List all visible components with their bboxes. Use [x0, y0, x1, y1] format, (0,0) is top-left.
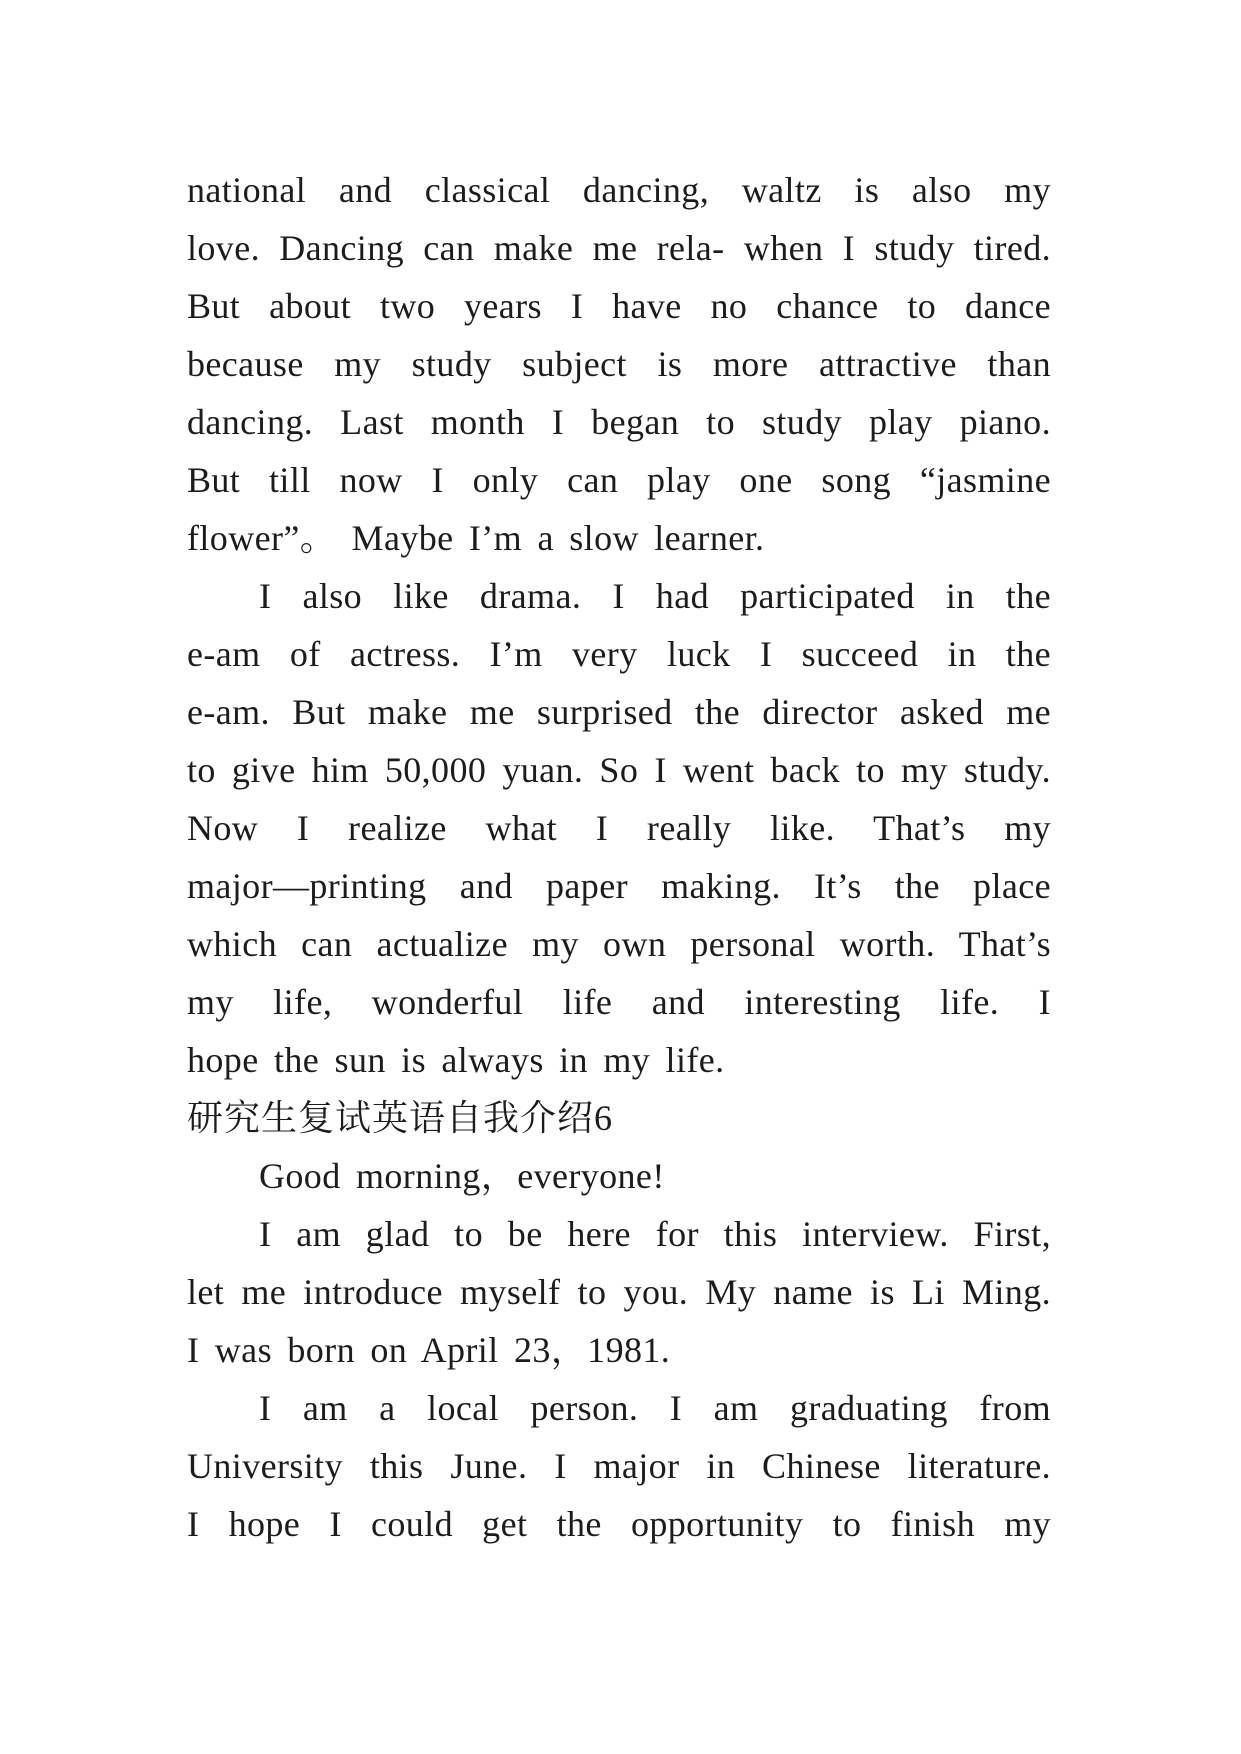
text-line: flower”。 Maybe I’m a slow learner.: [187, 518, 765, 558]
text-line: But till now I only can play one song “jasmine: [187, 460, 1051, 500]
text-line: I was born on April 23，1981.: [187, 1330, 671, 1370]
text-line: I am glad to be here for this interview. First,: [259, 1214, 1051, 1254]
text-line: University this June. I major in Chinese literature.: [187, 1446, 1051, 1486]
text-line: national and classical dancing, waltz is also my: [187, 170, 1051, 210]
text-line: to give him 50,000 yuan. So I went back to my study.: [187, 750, 1051, 790]
text-line: my life, wonderful life and interesting life. I: [187, 982, 1051, 1022]
text-line: let me introduce myself to you. My name is Li Ming.: [187, 1272, 1051, 1312]
text-line: because my study subject is more attractive than: [187, 344, 1051, 384]
text-line: hope the sun is always in my life.: [187, 1040, 725, 1080]
text-line: I hope I could get the opportunity to finish my: [187, 1504, 1051, 1544]
text-line: dancing. Last month I began to study play piano.: [187, 402, 1051, 442]
text-line: e-am. But make me surprised the director asked me: [187, 692, 1051, 732]
text-line: e-am of actress. I’m very luck I succeed in the: [187, 634, 1051, 674]
document-body: [187, 161, 1051, 1553]
section-heading: 研究生复试英语自我介绍6: [187, 1098, 614, 1138]
text-line: which can actualize my own personal worth. That’s: [187, 924, 1051, 964]
text-line: love. Dancing can make me rela- when I study tired.: [187, 228, 1051, 268]
text-line: I also like drama. I had participated in the: [259, 576, 1051, 616]
text-line: Now I realize what I really like. That’s my: [187, 808, 1051, 848]
text-line: I am a local person. I am graduating from: [259, 1388, 1051, 1428]
text-line: But about two years I have no chance to dance: [187, 286, 1051, 326]
text-line: Good morning，everyone!: [259, 1156, 665, 1196]
text-line: major—printing and paper making. It’s the place: [187, 866, 1051, 906]
